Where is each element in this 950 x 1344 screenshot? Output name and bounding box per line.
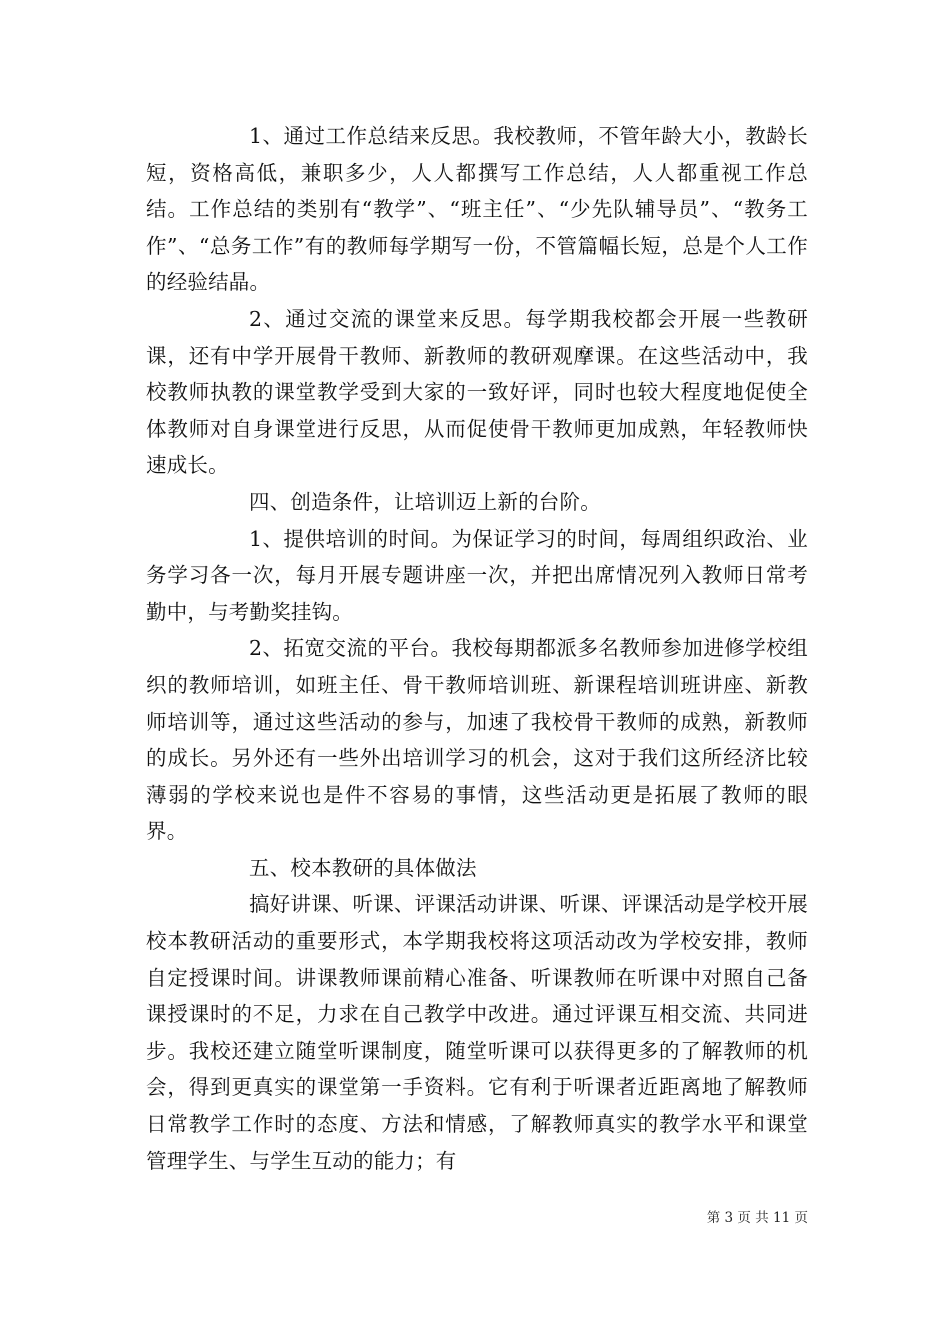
paragraph-lecture-activities: 搞好讲课、听课、评课活动讲课、听课、评课活动是学校开展校本教研活动的重要形式，本学期我校将这项活动改为学校安排，教师自定授课时间。讲课教师课前精心准备、听课教师在听课中对照自己备课授课时的不足，力求在自己教学中改进。通过评课互相交流、共同进步。我校还建立随堂听课制度，随堂听课可以获得更多的了解教师的机会，得到更真实的课堂第一手资料。它有利于听课者近距离地了解教师日常教学工作时的态度、方法和情感，了解教师真实的教学水平和课堂管理学生、与学生互动的能力；有 (146, 892, 808, 1173)
document-body (146, 118, 808, 1179)
heading-section-five: 五、校本教研的具体做法 (249, 855, 477, 880)
page-number-footer: 第 3 页 共 11 页 (706, 1210, 808, 1226)
paragraph-exchange-platform: 2、拓宽交流的平台。我校每期都派多名教师参加进修学校组织的教师培训，如班主任、骨干教师培训班、新课程培训班讲座、新教师培训等，通过这些活动的参与，加速了我校骨干教师的成熟，新教师的成长。另外还有一些外出培训学习的机会，这对于我们这所经济比较薄弱的学校来说也是件不容易的事情，这些活动更是拓展了教师的眼界。 (146, 636, 808, 844)
heading-section-four: 四、创造条件，让培训迈上新的台阶。 (249, 489, 601, 514)
paragraph-reflection-classroom: 2、通过交流的课堂来反思。每学期我校都会开展一些教研课，还有中学开展骨干教师、新教师的教研观摩课。在这些活动中，我校教师执教的课堂教学受到大家的一致好评，同时也较大程度地促使全体教师对自身课堂进行反思，从而促使骨干教师更加成熟，年轻教师快速成长。 (146, 306, 808, 478)
paragraph-training-time: 1、提供培训的时间。为保证学习的时间，每周组织政治、业务学习各一次，每月开展专题讲座一次，并把出席情况列入教师日常考勤中，与考勤奖挂钩。 (146, 526, 808, 624)
paragraph-reflection-summary: 1、通过工作总结来反思。我校教师，不管年龄大小，教龄长短，资格高低，兼职多少，人人都撰写工作总结，人人都重视工作总结。工作总结的类别有“教学”、“班主任”、“少先队辅导员”、“教务工作”、“总务工作”有的教师每学期写一份，不管篇幅长短，总是个人工作的经验结晶。 (146, 124, 808, 295)
